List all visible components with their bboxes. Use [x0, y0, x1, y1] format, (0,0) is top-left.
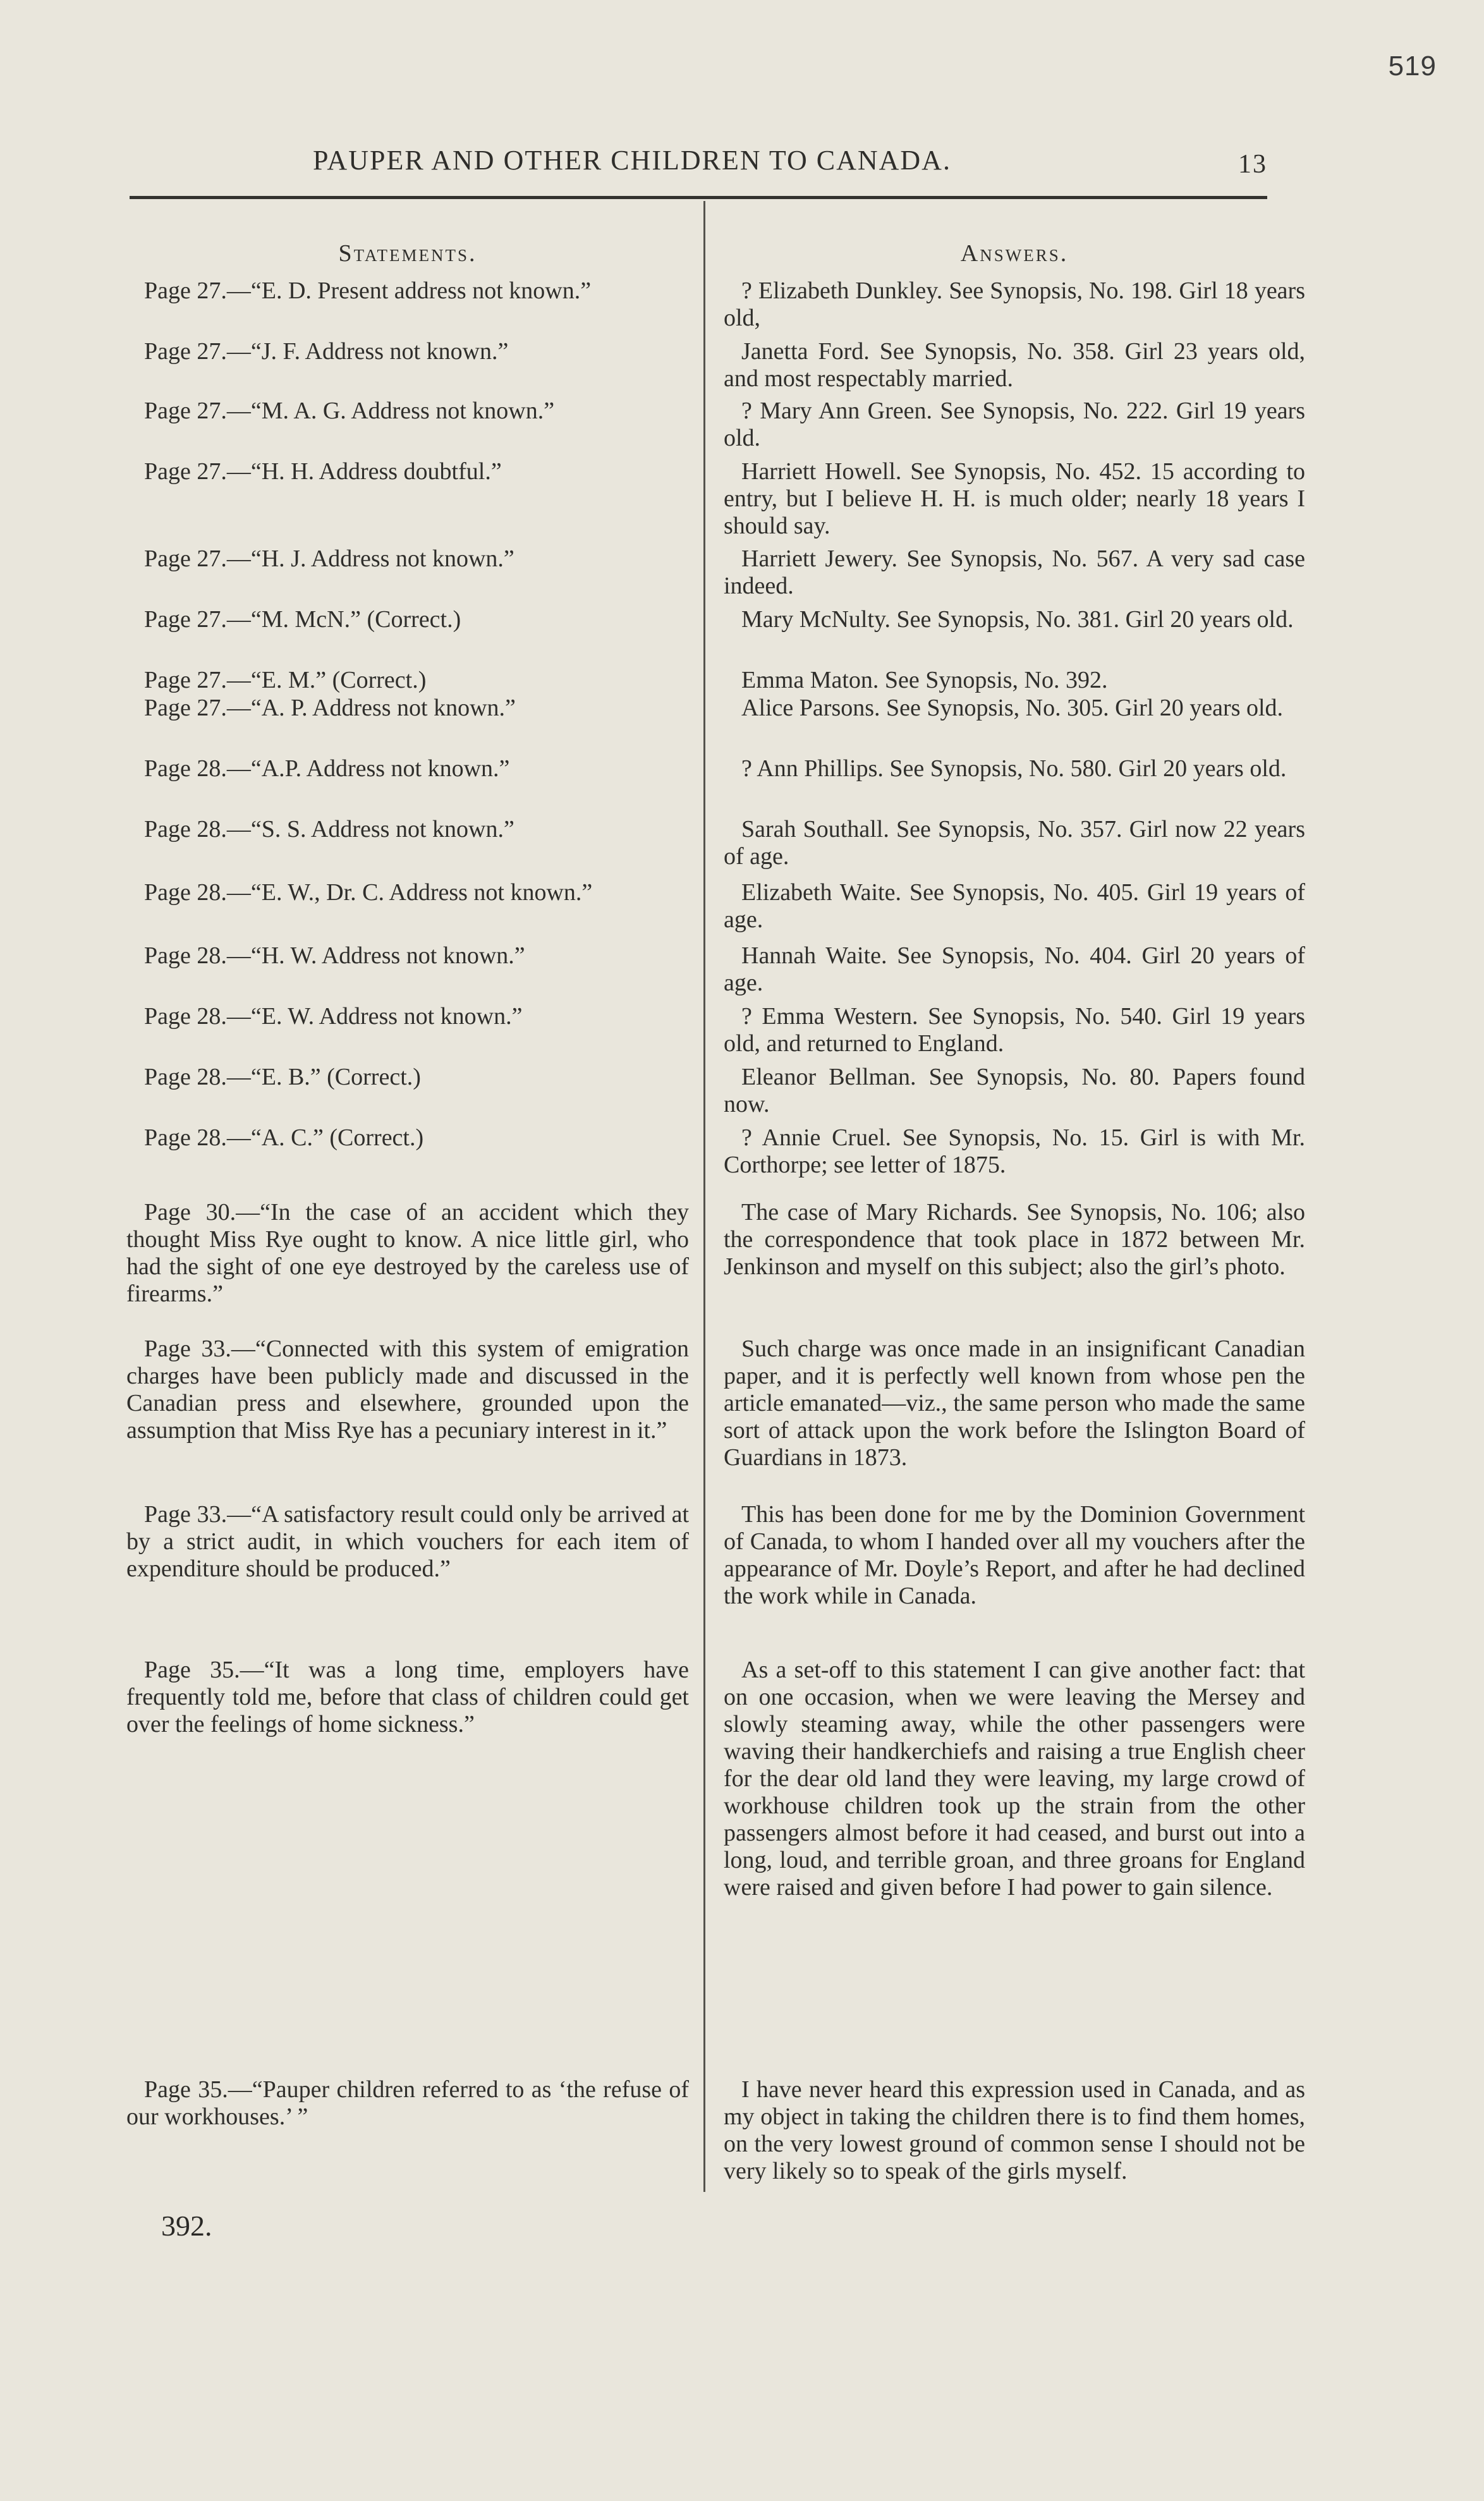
column-divider: [703, 201, 705, 2192]
page-number: 13: [1238, 150, 1267, 179]
answer-entry: ? Annie Cruel. See Synopsis, No. 15. Girl is with Mr. Corthorpe; see letter of 1875.: [724, 1124, 1305, 1178]
answer-entry: ? Elizabeth Dunkley. See Synopsis, No. 198. Girl 18 years old,: [724, 277, 1305, 331]
statement-entry: Page 27.—“M. A. G. Address not known.”: [144, 398, 555, 424]
statement-entry: Page 27.—“E. M.” (Correct.): [144, 667, 427, 693]
statement-entry: Page 27.—“H. H. Address doubtful.”: [144, 458, 502, 485]
answer-entry: ? Emma Western. See Synopsis, No. 540. Girl 19 years old, and returned to England.: [724, 1003, 1305, 1057]
statement-entry: Page 35.—“It was a long time, employers have frequently told me, before that class of children could get over the feelings of home sickness.”: [126, 1657, 689, 1737]
answer-entry: Elizabeth Waite. See Synopsis, No. 405. Girl 19 years of age.: [724, 879, 1305, 933]
answer-entry: Alice Parsons. See Synopsis, No. 305. Girl 20 years old.: [741, 695, 1284, 721]
answer-entry: Hannah Waite. See Synopsis, No. 404. Girl 20 years of age.: [724, 942, 1305, 996]
statement-entry: Page 35.—“Pauper children referred to as ‘the refuse of our workhouses.’ ”: [126, 2076, 689, 2130]
answer-entry: I have never heard this expression used in Canada, and as my object in taking the children there is to find them homes, on the very lowest ground of common sense I should not be very likely so to speak of the girls myself.: [724, 2076, 1305, 2184]
answer-entry: This has been done for me by the Dominion Government of Canada, to whom I handed over all my vouchers after the appearance of Mr. Doyle’s Report, and after he had declined the work while in Canada.: [724, 1501, 1305, 1609]
answer-entry: Emma Maton. See Synopsis, No. 392.: [741, 667, 1108, 693]
answers-column: [724, 240, 1305, 2184]
statement-entry: Page 28.—“A. C.” (Correct.): [144, 1124, 424, 1151]
statement-entry: Page 27.—“J. F. Address not known.”: [144, 338, 509, 365]
answer-entry: Eleanor Bellman. See Synopsis, No. 80. Papers found now.: [724, 1064, 1305, 1117]
statement-entry: Page 28.—“E. B.” (Correct.): [144, 1064, 421, 1090]
running-head-title: PAUPER AND OTHER CHILDREN TO CANADA.: [313, 145, 951, 176]
answers-heading: Answers.: [960, 240, 1069, 267]
archive-page-stamp: 519: [1388, 51, 1437, 82]
answer-entry: Mary McNulty. See Synopsis, No. 381. Girl 20 years old.: [741, 606, 1294, 633]
answer-entry: ? Ann Phillips. See Synopsis, No. 580. Girl 20 years old.: [741, 755, 1287, 782]
statement-entry: Page 28.—“A.P. Address not known.”: [144, 755, 510, 782]
answer-entry: Janetta Ford. See Synopsis, No. 358. Girl 23 years old, and most respectably married.: [724, 338, 1305, 392]
statements-column: [126, 240, 689, 2130]
answer-entry: ? Mary Ann Green. See Synopsis, No. 222. Girl 19 years old.: [724, 398, 1305, 451]
answer-entry: Harriett Howell. See Synopsis, No. 452. 15 according to entry, but I believe H. H. is much older; nearly 18 years I should say.: [724, 458, 1305, 539]
statement-entry: Page 33.—“A satisfactory result could only be arrived at by a strict audit, in which vouchers for each item of expenditure should be produced.”: [126, 1501, 689, 1582]
answer-entry: Harriett Jewery. See Synopsis, No. 567. A very sad case indeed.: [724, 545, 1305, 599]
statement-entry: Page 28.—“H. W. Address not known.”: [144, 942, 525, 969]
statement-entry: Page 28.—“E. W. Address not known.”: [144, 1003, 523, 1030]
statements-heading: Statements.: [338, 240, 477, 267]
signature-mark: 392.: [161, 2210, 212, 2242]
statement-entry: Page 27.—“H. J. Address not known.”: [144, 545, 514, 572]
answer-entry: Sarah Southall. See Synopsis, No. 357. Girl now 22 years of age.: [724, 816, 1305, 870]
answer-entry: The case of Mary Richards. See Synopsis, No. 106; also the correspondence that took place in 1872 between Mr. Jenkinson and myself on this subject; also the girl’s photo.: [724, 1199, 1305, 1280]
statement-entry: Page 27.—“A. P. Address not known.”: [144, 695, 516, 721]
statement-entry: Page 33.—“Connected with this system of emigration charges have been publicly made and discussed in the Canadian press and elsewhere, grounded upon the assumption that Miss Rye has a pecuniary interest in it.”: [126, 1336, 689, 1444]
statement-entry: Page 28.—“E. W., Dr. C. Address not known.”: [144, 879, 593, 906]
statement-entry: Page 28.—“S. S. Address not known.”: [144, 816, 514, 843]
statement-entry: Page 30.—“In the case of an accident which they thought Miss Rye ought to know. A nice little girl, who had the sight of one eye destroyed by the careless use of firearms.”: [126, 1199, 689, 1307]
header-rule: [130, 196, 1267, 199]
answer-entry: As a set-off to this statement I can give another fact: that on one occasion, when we were leaving the Mersey and slowly steaming away, while the other passengers were waving their handkerchiefs and raising a true English cheer for the dear old land they were leaving, my large crowd of workhouse children took up the strain from the other passengers almost before it had ceased, and burst out into a long, loud, and terrible groan, and three groans for England were raised and given before I had power to gain silence.: [724, 1657, 1305, 1901]
statement-entry: Page 27.—“E. D. Present address not known.”: [144, 277, 592, 304]
answer-entry: Such charge was once made in an insignificant Canadian paper, and it is perfectly well known from whose pen the article emanated—viz., the same person who made the same sort of attack upon the work before the Islington Board of Guardians in 1873.: [724, 1336, 1305, 1471]
statement-entry: Page 27.—“M. McN.” (Correct.): [144, 606, 461, 633]
